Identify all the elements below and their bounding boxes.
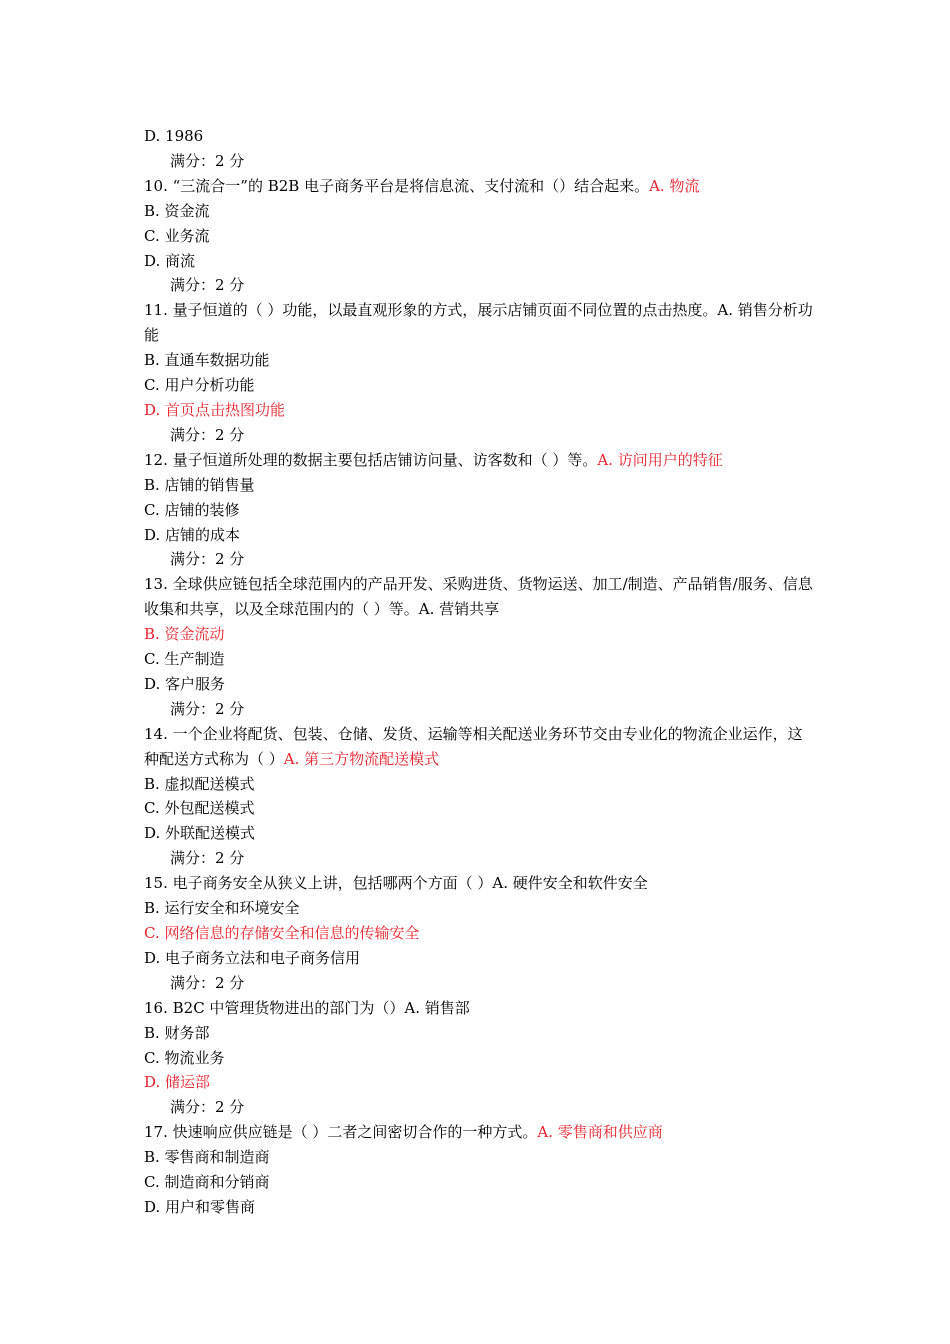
option-b: B. 资金流	[144, 201, 210, 220]
correct-answer: A. 物流	[649, 176, 700, 195]
question-11: 11. 量子恒道的（ ）功能，以最直观形象的方式，展示店铺页面不同位置的点击热度。A. 销售分析功能	[144, 301, 813, 345]
score-line: 满分：2 分	[170, 550, 245, 569]
question-12	[144, 448, 814, 473]
option-c-correct: C. 网络信息的存储安全和信息的传输安全	[144, 924, 420, 942]
option-b: B. 零售商和制造商	[144, 1148, 270, 1167]
option-c: C. 业务流	[144, 226, 210, 245]
question-text: 14. 一个企业将配货、包装、仓储、发货、运输等相关配送业务环节交由专业化的物流企业运作，这种配送方式称为（ ）	[144, 724, 803, 768]
question-text: 12. 量子恒道所处理的数据主要包括店铺访问量、访客数和（ ）等。	[144, 450, 598, 469]
question-10	[144, 174, 814, 199]
option-b: B. 运行安全和环境安全	[144, 899, 300, 918]
option-d: D. 用户和零售商	[144, 1197, 256, 1216]
option-c: C. 店铺的装修	[144, 500, 240, 519]
option-b: B. 直通车数据功能	[144, 351, 270, 370]
document-page	[144, 124, 814, 1220]
option-c: C. 外包配送模式	[144, 799, 255, 818]
option-d-1986: D. 1986	[144, 127, 204, 145]
score-line: 满分：2 分	[170, 425, 245, 444]
option-d: D. 外联配送模式	[144, 824, 256, 843]
correct-answer: A. 零售商和供应商	[537, 1123, 663, 1142]
option-c: C. 生产制造	[144, 650, 225, 669]
option-d: D. 商流	[144, 251, 196, 270]
score-line: 满分：2 分	[170, 849, 245, 868]
option-d-correct: D. 首页点击热图功能	[144, 400, 286, 419]
option-b: B. 店铺的销售量	[144, 475, 255, 494]
option-b: B. 虚拟配送模式	[144, 774, 255, 793]
question-text: 17. 快速响应供应链是（ ）二者之间密切合作的一种方式。	[144, 1123, 538, 1142]
question-13: 13. 全球供应链包括全球范围内的产品开发、采购进货、货物运送、加工/制造、产品销售/服务、信息收集和共享，以及全球范围内的（ ）等。A. 营销共享	[144, 575, 813, 619]
option-d: D. 客户服务	[144, 674, 226, 693]
correct-answer: A. 访问用户的特征	[597, 450, 723, 469]
question-text: 10. “三流合一”的 B2B 电子商务平台是将信息流、支付流和（）结合起来。	[144, 176, 650, 195]
score-line: 满分：2 分	[170, 276, 245, 295]
score-line: 满分：2 分	[170, 973, 245, 992]
option-d-correct: D. 储运部	[144, 1073, 211, 1092]
option-d: D. 电子商务立法和电子商务信用	[144, 948, 361, 967]
question-15: 15. 电子商务安全从狭义上讲，包括哪两个方面（ ）A. 硬件安全和软件安全	[144, 874, 648, 893]
question-14	[144, 722, 814, 772]
question-17	[144, 1120, 814, 1145]
score-line: 满分：2 分	[170, 699, 245, 718]
option-b: B. 财务部	[144, 1023, 210, 1042]
score-line: 满分：2 分	[170, 151, 245, 170]
option-d: D. 店铺的成本	[144, 525, 241, 544]
option-b-correct: B. 资金流动	[144, 625, 225, 644]
correct-answer: A. 第三方物流配送模式	[283, 749, 440, 768]
score-line: 满分：2 分	[170, 1098, 245, 1117]
option-c: C. 制造商和分销商	[144, 1173, 270, 1192]
option-c: C. 用户分析功能	[144, 376, 255, 395]
question-16: 16. B2C 中管理货物进出的部门为（）A. 销售部	[144, 998, 470, 1017]
option-c: C. 物流业务	[144, 1048, 225, 1067]
